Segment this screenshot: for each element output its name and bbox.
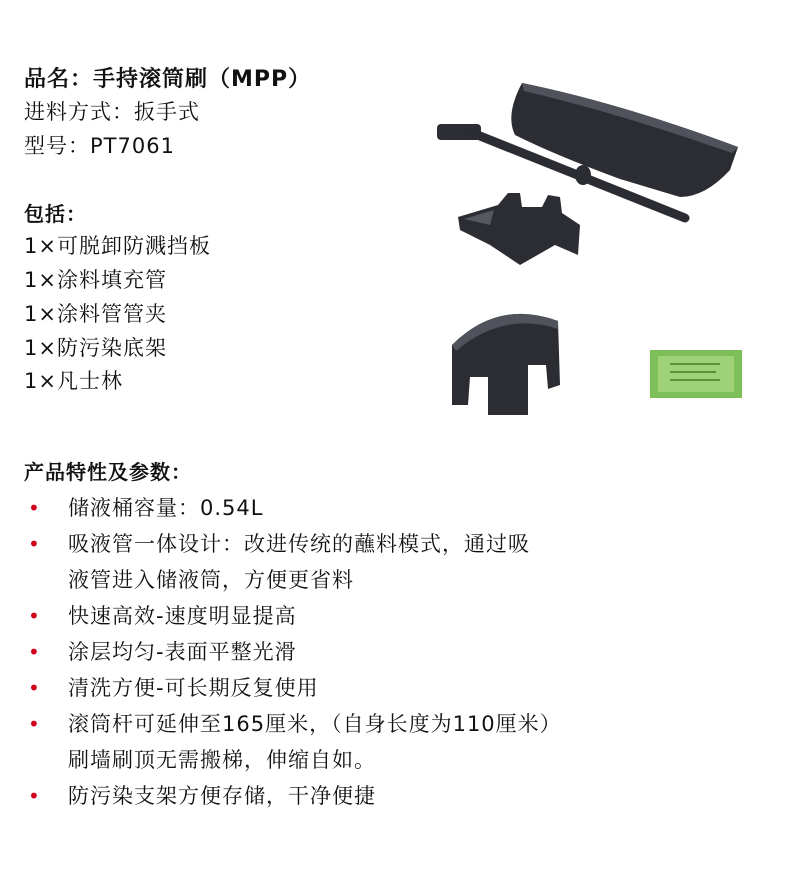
includes-title: 包括： xyxy=(24,202,87,226)
include-item: 1×可脱卸防溅挡板 xyxy=(24,234,211,258)
model-number: 型号：PT7061 xyxy=(24,134,175,158)
include-item: 1×涂料管管夹 xyxy=(24,302,167,326)
feature-item xyxy=(28,490,788,526)
bullet-icon: • xyxy=(28,604,40,628)
include-item: 1×防污染底架 xyxy=(24,336,167,360)
feature-text: 吸液管一体设计：改进传统的蘸料模式，通过吸 液管进入储液筒，方便更省料 xyxy=(68,532,530,592)
feature-text: 滚筒杆可延伸至165厘米，（自身长度为110厘米） 刷墙刷顶无需搬梯，伸缩自如。 xyxy=(68,712,562,772)
bullet-icon: • xyxy=(28,532,40,556)
bullet-icon: • xyxy=(28,712,40,736)
include-item: 1×涂料填充管 xyxy=(24,268,167,292)
features-title: 产品特性及参数： xyxy=(24,460,192,484)
feature-text: 防污染支架方便存储，干净便捷 xyxy=(68,784,376,808)
feed-method: 进料方式：扳手式 xyxy=(24,100,200,124)
bullet-icon: • xyxy=(28,784,40,808)
petroleum-jelly-image xyxy=(650,350,742,398)
tube-clip-image xyxy=(450,185,585,270)
bullet-icon: • xyxy=(28,676,40,700)
bullet-icon: • xyxy=(28,496,40,520)
stand-image xyxy=(448,305,563,417)
feature-item xyxy=(28,526,788,598)
feature-item xyxy=(28,598,788,634)
features-list xyxy=(28,490,788,814)
feature-text: 快速高效-速度明显提高 xyxy=(68,604,297,628)
feature-item xyxy=(28,778,788,814)
bullet-icon: • xyxy=(28,640,40,664)
feature-text: 涂层均匀-表面平整光滑 xyxy=(68,640,297,664)
include-item: 1×凡士林 xyxy=(24,369,123,393)
feature-item xyxy=(28,706,788,778)
feature-text: 清洗方便-可长期反复使用 xyxy=(68,676,319,700)
feature-item xyxy=(28,670,788,706)
feature-text: 储液桶容量：0.54L xyxy=(68,496,264,520)
feature-item xyxy=(28,634,788,670)
product-name: 品名：手持滚筒刷（MPP） xyxy=(24,67,312,92)
